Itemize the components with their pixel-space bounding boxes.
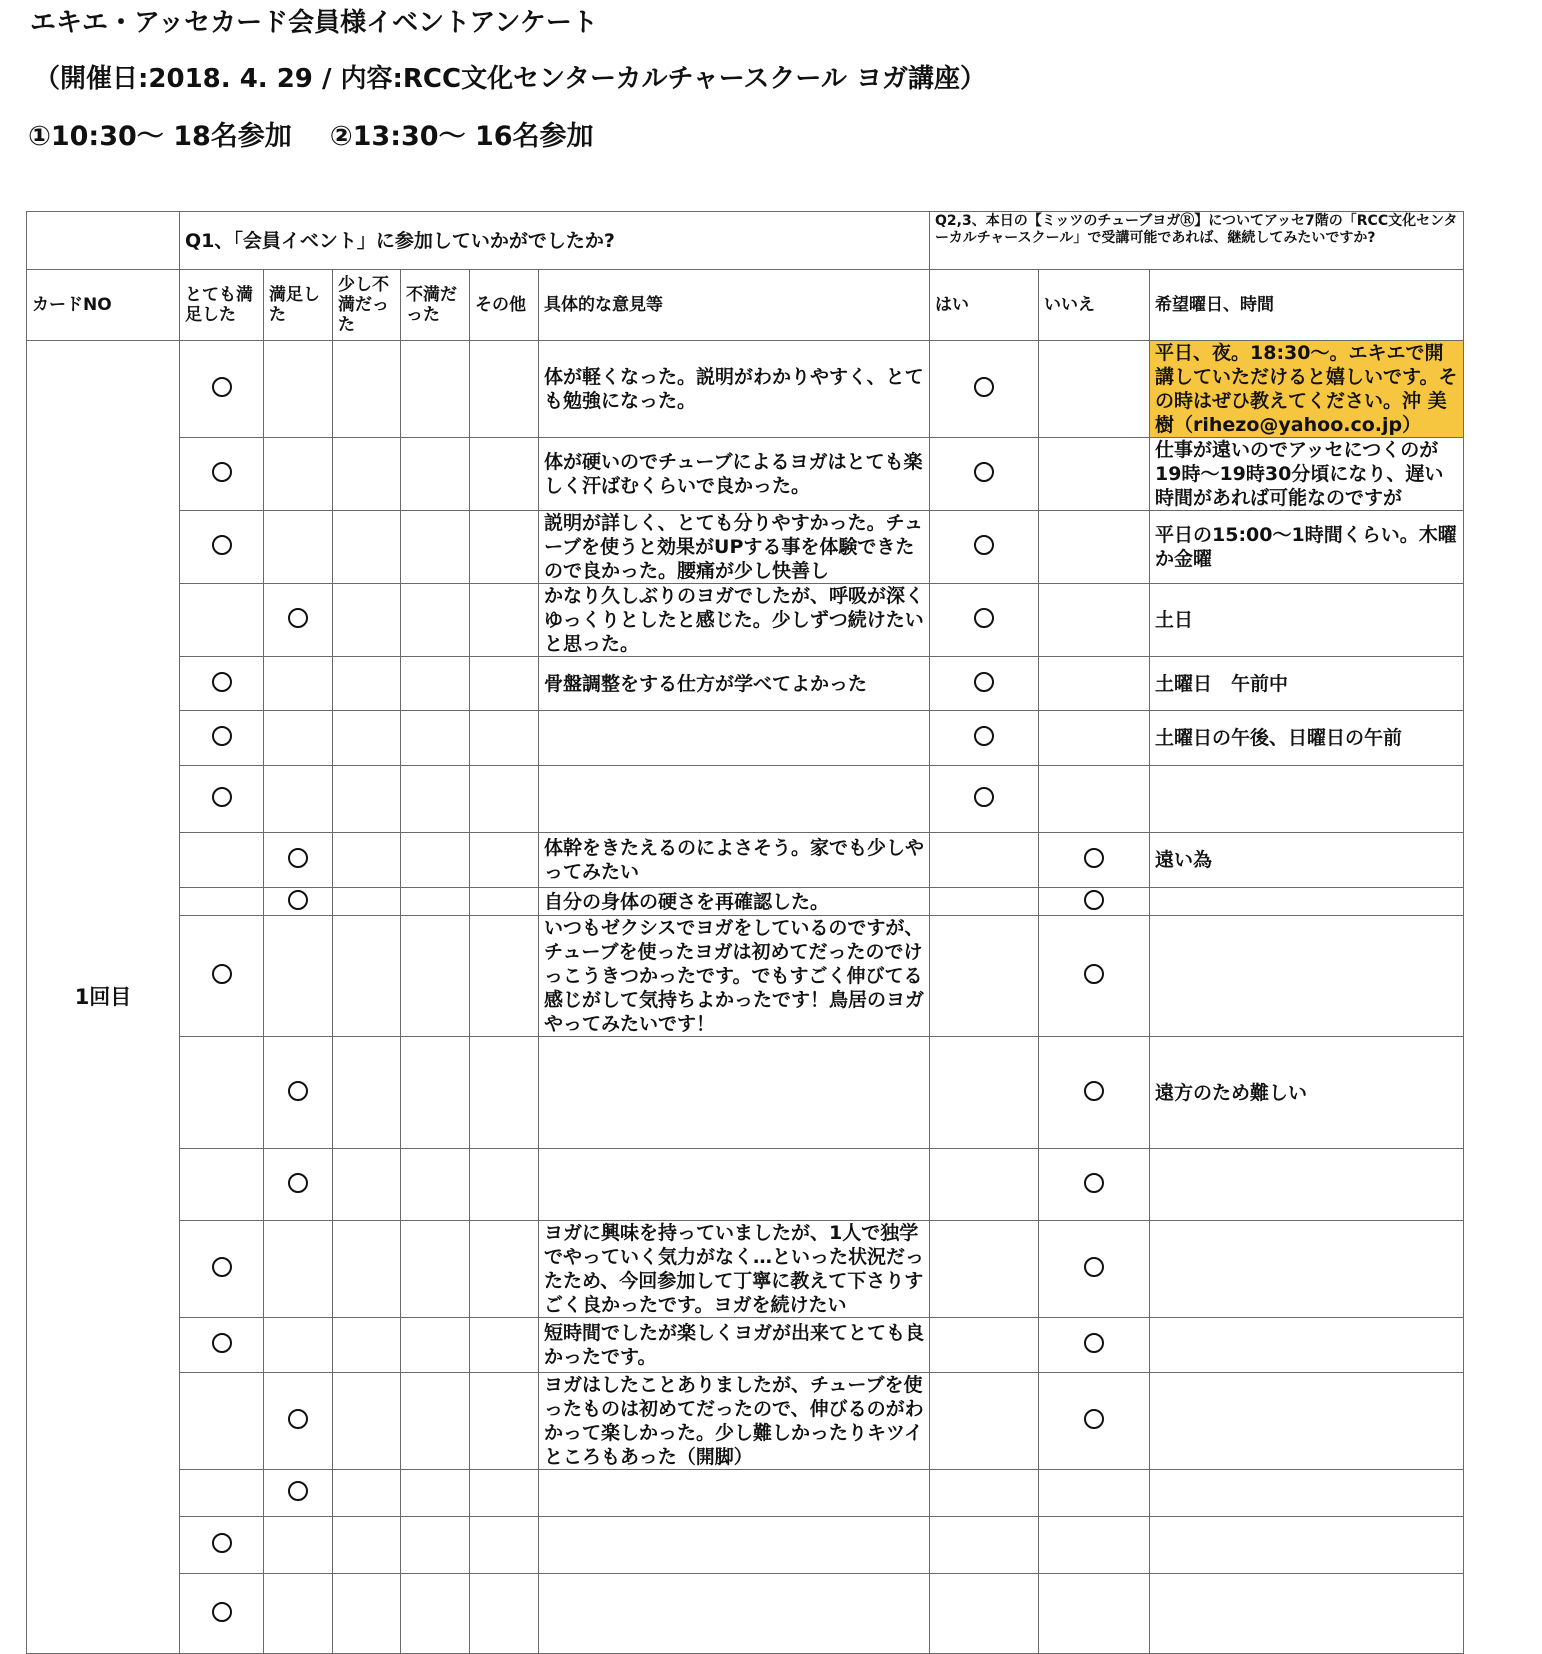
q1-somewhat-unsatisfied-cell [333, 1517, 401, 1574]
q2-yes-cell [930, 584, 1039, 657]
survey-body [27, 341, 1464, 1654]
q1-satisfied-cell [264, 511, 333, 584]
q1-very-satisfied-cell [180, 657, 264, 711]
q1-very-satisfied-cell [180, 766, 264, 833]
q1-other-cell [470, 1037, 539, 1149]
opinion-cell: 短時間でしたが楽しくヨガが出来てとても良かったです。 [539, 1318, 930, 1373]
q2-no-cell [1039, 1470, 1150, 1517]
table-row [27, 888, 1464, 916]
q2-no-cell [1039, 1037, 1150, 1149]
q1-somewhat-unsatisfied-cell [333, 584, 401, 657]
preferred-time-cell: 土曜日の午後、日曜日の午前 [1150, 711, 1464, 766]
session-info [28, 114, 594, 153]
q1-very-satisfied-cell [180, 511, 264, 584]
q2-no-cell [1039, 1318, 1150, 1373]
q1-satisfied-cell [264, 584, 333, 657]
q2-yes-cell [930, 1221, 1039, 1318]
q1-somewhat-unsatisfied-cell [333, 438, 401, 511]
q2-yes-cell [930, 1373, 1039, 1470]
table-row [27, 1574, 1464, 1654]
answer-mark [212, 1602, 232, 1622]
q2-no-cell [1039, 584, 1150, 657]
table-row [27, 1318, 1464, 1373]
q1-somewhat-unsatisfied-cell [333, 916, 401, 1037]
q1-satisfied-cell [264, 1037, 333, 1149]
answer-mark [212, 462, 232, 482]
q2-yes-cell [930, 438, 1039, 511]
opinion-cell: いつもゼクシスでヨガをしているのですが、チューブを使ったヨガは初めてだったのでけっこうきつかったです。でもすごく伸びてる感じがして気持ちよかったです！鳥居のヨガやってみたいです！ [539, 916, 930, 1037]
q2-no-cell [1039, 888, 1150, 916]
opinion-cell [539, 1037, 930, 1149]
answer-mark [212, 1257, 232, 1277]
q1-satisfied-cell [264, 1221, 333, 1318]
page-title: エキエ・アッセカード会員様イベントアンケート [30, 8, 598, 38]
q1-unsatisfied-cell [401, 584, 470, 657]
opinion-cell [539, 1149, 930, 1221]
q1-satisfied-cell [264, 833, 333, 888]
session-1-info: ①10:30～ 18名参加 [28, 121, 292, 152]
q1-other-cell [470, 711, 539, 766]
q1-unsatisfied-cell [401, 657, 470, 711]
answer-mark [974, 377, 994, 397]
q2-yes-cell [930, 766, 1039, 833]
q1-satisfied-cell [264, 657, 333, 711]
opinion-cell: 骨盤調整をする仕方が学べてよかった [539, 657, 930, 711]
answer-mark [288, 848, 308, 868]
q1-somewhat-unsatisfied-cell [333, 1470, 401, 1517]
col-preferred-time: 希望曜日、時間 [1150, 270, 1464, 341]
preferred-time-cell: 遠方のため難しい [1150, 1037, 1464, 1149]
q1-satisfied-cell [264, 766, 333, 833]
q1-satisfied-cell [264, 1574, 333, 1654]
q1-other-cell [470, 916, 539, 1037]
preferred-time-cell [1150, 1373, 1464, 1470]
q1-very-satisfied-cell [180, 711, 264, 766]
answer-mark [1084, 890, 1104, 910]
answer-mark [288, 1081, 308, 1101]
q2-no-cell [1039, 1517, 1150, 1574]
table-row [27, 1517, 1464, 1574]
table-row [27, 711, 1464, 766]
answer-mark [974, 535, 994, 555]
answer-mark [1084, 1173, 1104, 1193]
q1-header: Q1、「会員イベント」に参加していかがでしたか? [180, 212, 930, 270]
q1-unsatisfied-cell [401, 1517, 470, 1574]
col-yes: はい [930, 270, 1039, 341]
q2-yes-cell [930, 657, 1039, 711]
q1-somewhat-unsatisfied-cell [333, 766, 401, 833]
table-row [27, 1149, 1464, 1221]
preferred-time-cell: 平日の15:00～1時間くらい。木曜か金曜 [1150, 511, 1464, 584]
opinion-cell: 体が硬いのでチューブによるヨガはとても楽しく汗ばむくらいで良かった。 [539, 438, 930, 511]
col-somewhat-unsatisfied: 少し不満だった [333, 270, 401, 341]
answer-mark [1084, 1409, 1104, 1429]
q2-yes-cell [930, 1574, 1039, 1654]
q1-very-satisfied-cell [180, 916, 264, 1037]
q1-other-cell [470, 766, 539, 833]
q1-other-cell [470, 1221, 539, 1318]
blank-header-cell [27, 212, 180, 270]
table-row [27, 833, 1464, 888]
q1-satisfied-cell [264, 916, 333, 1037]
q1-somewhat-unsatisfied-cell [333, 1221, 401, 1318]
q1-other-cell [470, 1470, 539, 1517]
q1-unsatisfied-cell [401, 1373, 470, 1470]
answer-mark [974, 726, 994, 746]
q2-no-cell [1039, 657, 1150, 711]
answer-mark [212, 964, 232, 984]
q1-other-cell [470, 1373, 539, 1470]
answer-mark [288, 1173, 308, 1193]
q1-very-satisfied-cell [180, 1517, 264, 1574]
q1-other-cell [470, 888, 539, 916]
answer-mark [288, 1409, 308, 1429]
opinion-cell: 説明が詳しく、とても分りやすかった。チューブを使うと効果がUPする事を体験できたので良かった。腰痛が少し快善し [539, 511, 930, 584]
q2-no-cell [1039, 341, 1150, 438]
col-no: いいえ [1039, 270, 1150, 341]
q2-yes-cell [930, 711, 1039, 766]
table-row [27, 766, 1464, 833]
q2-yes-cell [930, 1517, 1039, 1574]
q1-other-cell [470, 657, 539, 711]
q1-very-satisfied-cell [180, 1037, 264, 1149]
q1-somewhat-unsatisfied-cell [333, 888, 401, 916]
q2-yes-cell [930, 341, 1039, 438]
answer-mark [1084, 1257, 1104, 1277]
q1-somewhat-unsatisfied-cell [333, 1037, 401, 1149]
col-unsatisfied: 不満だった [401, 270, 470, 341]
answer-mark [1084, 1081, 1104, 1101]
preferred-time-cell: 遠い為 [1150, 833, 1464, 888]
q1-unsatisfied-cell [401, 916, 470, 1037]
q1-somewhat-unsatisfied-cell [333, 1318, 401, 1373]
opinion-cell [539, 766, 930, 833]
opinion-cell: かなり久しぶりのヨガでしたが、呼吸が深くゆっくりとしたと感じた。少しずつ続けたいと思った。 [539, 584, 930, 657]
preferred-time-cell [1150, 1574, 1464, 1654]
survey-table [26, 211, 1464, 1654]
answer-mark [974, 787, 994, 807]
q1-unsatisfied-cell [401, 1221, 470, 1318]
answer-mark [288, 1481, 308, 1501]
q2-no-cell [1039, 833, 1150, 888]
answer-mark [212, 535, 232, 555]
opinion-cell: 体幹をきたえるのによさそう。家でも少しやってみたい [539, 833, 930, 888]
q1-unsatisfied-cell [401, 766, 470, 833]
preferred-time-cell [1150, 888, 1464, 916]
q1-other-cell [470, 511, 539, 584]
q1-very-satisfied-cell [180, 341, 264, 438]
q1-unsatisfied-cell [401, 1037, 470, 1149]
q2-no-cell [1039, 438, 1150, 511]
q1-other-cell [470, 438, 539, 511]
preferred-time-cell [1150, 1517, 1464, 1574]
q1-unsatisfied-cell [401, 1470, 470, 1517]
q1-very-satisfied-cell [180, 1221, 264, 1318]
preferred-time-cell: 土日 [1150, 584, 1464, 657]
col-card-no: カードNO [27, 270, 180, 341]
preferred-time-cell [1150, 1149, 1464, 1221]
q2-no-cell [1039, 766, 1150, 833]
q2-yes-cell [930, 888, 1039, 916]
table-row [27, 511, 1464, 584]
q2-yes-cell [930, 916, 1039, 1037]
q1-unsatisfied-cell [401, 1318, 470, 1373]
q1-unsatisfied-cell [401, 1149, 470, 1221]
q1-unsatisfied-cell [401, 438, 470, 511]
answer-mark [212, 1333, 232, 1353]
q1-other-cell [470, 584, 539, 657]
answer-mark [1084, 848, 1104, 868]
q2-yes-cell [930, 833, 1039, 888]
opinion-cell [539, 1517, 930, 1574]
table-row [27, 657, 1464, 711]
q1-very-satisfied-cell [180, 888, 264, 916]
q1-somewhat-unsatisfied-cell [333, 1149, 401, 1221]
answer-mark [212, 787, 232, 807]
table-row [27, 1470, 1464, 1517]
q1-other-cell [470, 1574, 539, 1654]
q1-very-satisfied-cell [180, 833, 264, 888]
table-row [27, 916, 1464, 1037]
q1-satisfied-cell [264, 888, 333, 916]
q2-yes-cell [930, 1470, 1039, 1517]
q2-no-cell [1039, 1149, 1150, 1221]
q1-very-satisfied-cell [180, 1470, 264, 1517]
q1-unsatisfied-cell [401, 833, 470, 888]
q2-yes-cell [930, 1037, 1039, 1149]
q1-satisfied-cell [264, 1149, 333, 1221]
q1-satisfied-cell [264, 1470, 333, 1517]
event-details: （開催日:2018. 4. 29 / 内容:RCC文化センターカルチャースクール ヨガ講座） [34, 64, 986, 94]
session-2-info: ②13:30～ 16名参加 [329, 121, 594, 152]
opinion-cell: ヨガに興味を持っていましたが、1人で独学でやっていく気力がなく…といった状況だったため、今回参加して丁寧に教えて下さりすごく良かったです。ヨガを続けたい [539, 1221, 930, 1318]
table-row [27, 1373, 1464, 1470]
preferred-time-cell: 平日、夜。18:30～。エキエで開講していただけると嬉しいです。その時はぜひ教えてください。沖 美樹（rihezo@yahoo.co.jp） [1150, 341, 1464, 438]
q1-unsatisfied-cell [401, 1574, 470, 1654]
opinion-cell: 自分の身体の硬さを再確認した。 [539, 888, 930, 916]
q1-unsatisfied-cell [401, 711, 470, 766]
opinion-cell [539, 1470, 930, 1517]
q2-no-cell [1039, 1373, 1150, 1470]
q1-other-cell [470, 341, 539, 438]
opinion-cell: ヨガはしたことありましたが、チューブを使ったものは初めてだったので、伸びるのがわかって楽しかった。少し難しかったりキツイところもあった（開脚） [539, 1373, 930, 1470]
q1-other-cell [470, 1517, 539, 1574]
preferred-time-cell [1150, 1318, 1464, 1373]
q1-somewhat-unsatisfied-cell [333, 711, 401, 766]
q1-somewhat-unsatisfied-cell [333, 511, 401, 584]
q1-other-cell [470, 833, 539, 888]
answer-mark [974, 672, 994, 692]
answer-mark [1084, 1333, 1104, 1353]
column-header-row [27, 270, 1464, 341]
q1-unsatisfied-cell [401, 888, 470, 916]
q1-satisfied-cell [264, 1318, 333, 1373]
answer-mark [974, 462, 994, 482]
q1-satisfied-cell [264, 438, 333, 511]
table-row [27, 584, 1464, 657]
q1-satisfied-cell [264, 341, 333, 438]
q1-very-satisfied-cell [180, 438, 264, 511]
question-header-row [27, 212, 1464, 270]
preferred-time-cell: 土曜日 午前中 [1150, 657, 1464, 711]
col-other: その他 [470, 270, 539, 341]
preferred-time-cell [1150, 1221, 1464, 1318]
q1-somewhat-unsatisfied-cell [333, 1574, 401, 1654]
q1-satisfied-cell [264, 1373, 333, 1470]
preferred-time-cell: 仕事が遠いのでアッセにつくのが19時～19時30分頃になり、遅い時間があれば可能なのですが [1150, 438, 1464, 511]
q1-somewhat-unsatisfied-cell [333, 1373, 401, 1470]
q1-other-cell [470, 1149, 539, 1221]
preferred-time-cell [1150, 916, 1464, 1037]
q2-yes-cell [930, 1318, 1039, 1373]
q1-very-satisfied-cell [180, 1574, 264, 1654]
q1-unsatisfied-cell [401, 341, 470, 438]
opinion-cell: 体が軽くなった。説明がわかりやすく、とても勉強になった。 [539, 341, 930, 438]
preferred-time-cell [1150, 766, 1464, 833]
q1-very-satisfied-cell [180, 1318, 264, 1373]
q1-very-satisfied-cell [180, 1373, 264, 1470]
answer-mark [212, 377, 232, 397]
answer-mark [1084, 964, 1104, 984]
q1-unsatisfied-cell [401, 511, 470, 584]
table-row [27, 341, 1464, 438]
col-opinion: 具体的な意見等 [539, 270, 930, 341]
answer-mark [288, 608, 308, 628]
q1-other-cell [470, 1318, 539, 1373]
q2-no-cell [1039, 916, 1150, 1037]
answer-mark [974, 608, 994, 628]
col-satisfied: 満足した [264, 270, 333, 341]
col-very-satisfied: とても満足した [180, 270, 264, 341]
q2-no-cell [1039, 1574, 1150, 1654]
q2-no-cell [1039, 511, 1150, 584]
q2-no-cell [1039, 711, 1150, 766]
q2-no-cell [1039, 1221, 1150, 1318]
q2-header: Q2,3、本日の【ミッツのチューブヨガⓇ】についてアッセ7階の「RCC文化センターカルチャースクール」で受講可能であれば、継続してみたいですか? [930, 212, 1464, 270]
q1-satisfied-cell [264, 711, 333, 766]
q1-somewhat-unsatisfied-cell [333, 341, 401, 438]
q1-very-satisfied-cell [180, 1149, 264, 1221]
answer-mark [288, 890, 308, 910]
table-row [27, 1221, 1464, 1318]
preferred-time-cell [1150, 1470, 1464, 1517]
q2-yes-cell [930, 511, 1039, 584]
opinion-cell [539, 711, 930, 766]
table-row [27, 1037, 1464, 1149]
answer-mark [212, 1533, 232, 1553]
opinion-cell [539, 1574, 930, 1654]
q1-somewhat-unsatisfied-cell [333, 833, 401, 888]
q1-satisfied-cell [264, 1517, 333, 1574]
answer-mark [212, 672, 232, 692]
table-row [27, 438, 1464, 511]
q2-yes-cell [930, 1149, 1039, 1221]
answer-mark [212, 726, 232, 746]
session-label: 1回目 [27, 341, 180, 1654]
q1-somewhat-unsatisfied-cell [333, 657, 401, 711]
q1-very-satisfied-cell [180, 584, 264, 657]
